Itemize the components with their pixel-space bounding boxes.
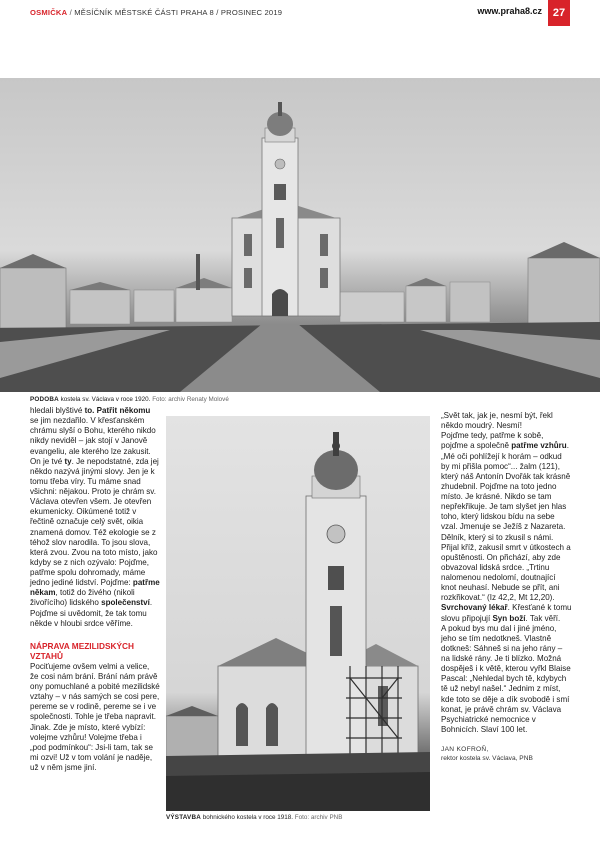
header-masthead: [30, 8, 282, 17]
header-url: www.praha8.cz: [477, 6, 542, 16]
emphasis-text: to. Patřit někomu: [84, 406, 151, 415]
top-photo-caption: [30, 396, 570, 403]
page-number-badge: 27: [548, 0, 570, 26]
section-subheading: NÁPRAVA MEZILIDSKÝCH VZTAHŮ: [30, 640, 135, 661]
caption-label: VÝSTAVBA: [166, 814, 201, 821]
caption-credit: Foto: archiv PNB: [294, 814, 343, 821]
article-paragraph: A pokud bys mu dal i jiné jméno, jeho se tím nedotkneš. Vlastně dotkneš: Sáhneš si na jeho rány – na lidské rány. Je ti blízko. Možná dospěješ i k větě, kterou vyřkl Blaise Pascal: „Nehledal bych tě, kdybych tě už nebyl našel.“ Jednim z míst, kde toto se děje a dík svobodě i smí konat, je právě chrám sv. Václava Psychiatrické nemocnice v Bohnicích. Slaví 100 let.: [441, 623, 571, 734]
text-run: se jim nezdařilo. V křesťanském chrámu slyší o Bohu, kterého nikdo nikdy neviděl – jak stojí v Janově evangeliu, ale kterého lze zakusit. On je tvé: [30, 416, 156, 466]
text-run: Přijal kříž, zakusil smrt v útkostech a opuštěnosti. On přichází, aby zde obvazoval lidská srdce. „Trtinu nalomenou nedolomí, doutnající knot neuhasí. Nebude se přít, ani rozkřikovat.“ (Iz 42,2, Mt 12,20).: [441, 542, 571, 603]
article-paragraph: [441, 543, 572, 624]
text-run: hledali blyštivé: [30, 406, 85, 415]
church-1918-photo: [166, 416, 430, 811]
text-run: . „Mé oči pohlížejí k horám – odkud by mi přišla pomoc“... žalm (121), který náš Antonín Dvořák tak krásně zhudebnil. Pojďme na toto jedno místo. Je krásné. Nikdo se tam nepřekřikuje. Je tam slyšet jen hlas toho, který lidskou bídu na sebe vzal. Jmenuje se Ježíš z Nazareta. Dělník, který si to zkusil s námi.: [441, 441, 571, 542]
emphasis-text: ty: [64, 456, 72, 466]
article-paragraph: [30, 406, 160, 629]
caption-text: bohnického kostela v roce 1918.: [200, 814, 295, 821]
emphasis-text: patřme vzhůru: [511, 441, 567, 451]
emphasis-text: společenství: [101, 598, 150, 608]
page-header: [0, 0, 600, 26]
article-column-left: [30, 406, 160, 773]
text-run: . Tak věří.: [525, 613, 561, 623]
text-run: , totiž do živého (nikoli živořícího) lidského: [30, 588, 135, 608]
middle-photo-caption: [166, 814, 436, 821]
text-run: . Křesťané k tomu slovu připojují: [441, 603, 572, 623]
author-role: rektor kostela sv. Václava, PNB: [441, 755, 533, 762]
article-paragraph: „Svět tak, jak je, nesmí být, řekl někdo moudrý. Nesmí!: [441, 411, 553, 431]
text-run: . Pojďme si uvědomit, že tak tomu někde v hloubi srdce věříme.: [30, 598, 153, 628]
church-construction-illustration: [166, 416, 430, 811]
brand-name: OSMIČKA: [30, 8, 68, 17]
caption-text: kostela sv. Václava v roce 1920.: [58, 396, 153, 403]
text-run: Pojďme tedy, patřme k sobě, pojďme a společně: [441, 431, 544, 451]
article-paragraph: Pociťujeme ovšem velmi a velice, že cosi nám brání. Brání nám právě ony pomuchlané a pobité mezilidské vztahy – v nás samých se cosi pere, pereme se v rodině, pereme se i ve společnosti. Tohle je třeba napravit. Jinak. Zde je místo, které vybízí: volejme vzhůru! Volejme třeba i „pod podmínkou“: Jsi-li tam, tak se mi ozvi! Už v tom volání je naděje, už v něm jsme jiní.: [30, 661, 160, 772]
church-1920-photo: [0, 78, 600, 392]
church-1920-illustration: [0, 78, 600, 392]
author-name: JAN KOFROŇ,: [441, 746, 489, 753]
text-run: . Je nepodstatné, zda jej někdo nazývá jinými slovy. Jen je k tomu třeba víry. Tu máme snad všichni: nějakou. Proto je chrám sv. Václava otevřen všem. Je otevřen ekumenicky. Oikúmené totiž v řečtině označuje celý svět, oikia znamená domov. Též ekologie se z téhož slov narodila. To jsou slova, která zvou. Zvou na toto místo, jako kdyby se z nich ozývalo: Pojďme, patřme spolu dohromady, máme jedno jediné lidství. Pojďme:: [30, 456, 159, 588]
emphasis-text: patřme někam: [30, 578, 160, 598]
article-paragraph: [441, 431, 572, 542]
author-signature: [441, 745, 572, 763]
emphasis-text: Svrchovaný lékař: [441, 603, 508, 613]
caption-label: PODOBA: [30, 396, 59, 403]
header-subtitle: MĚSÍČNÍK MĚSTSKÉ ČÁSTI PRAHA 8 / PROSINEC 2019: [74, 8, 283, 17]
article-column-right: [441, 411, 572, 763]
header-separator: /: [67, 8, 75, 17]
caption-credit: Foto: archiv Renaty Molové: [152, 396, 229, 403]
emphasis-text: Syn boží: [492, 613, 526, 623]
